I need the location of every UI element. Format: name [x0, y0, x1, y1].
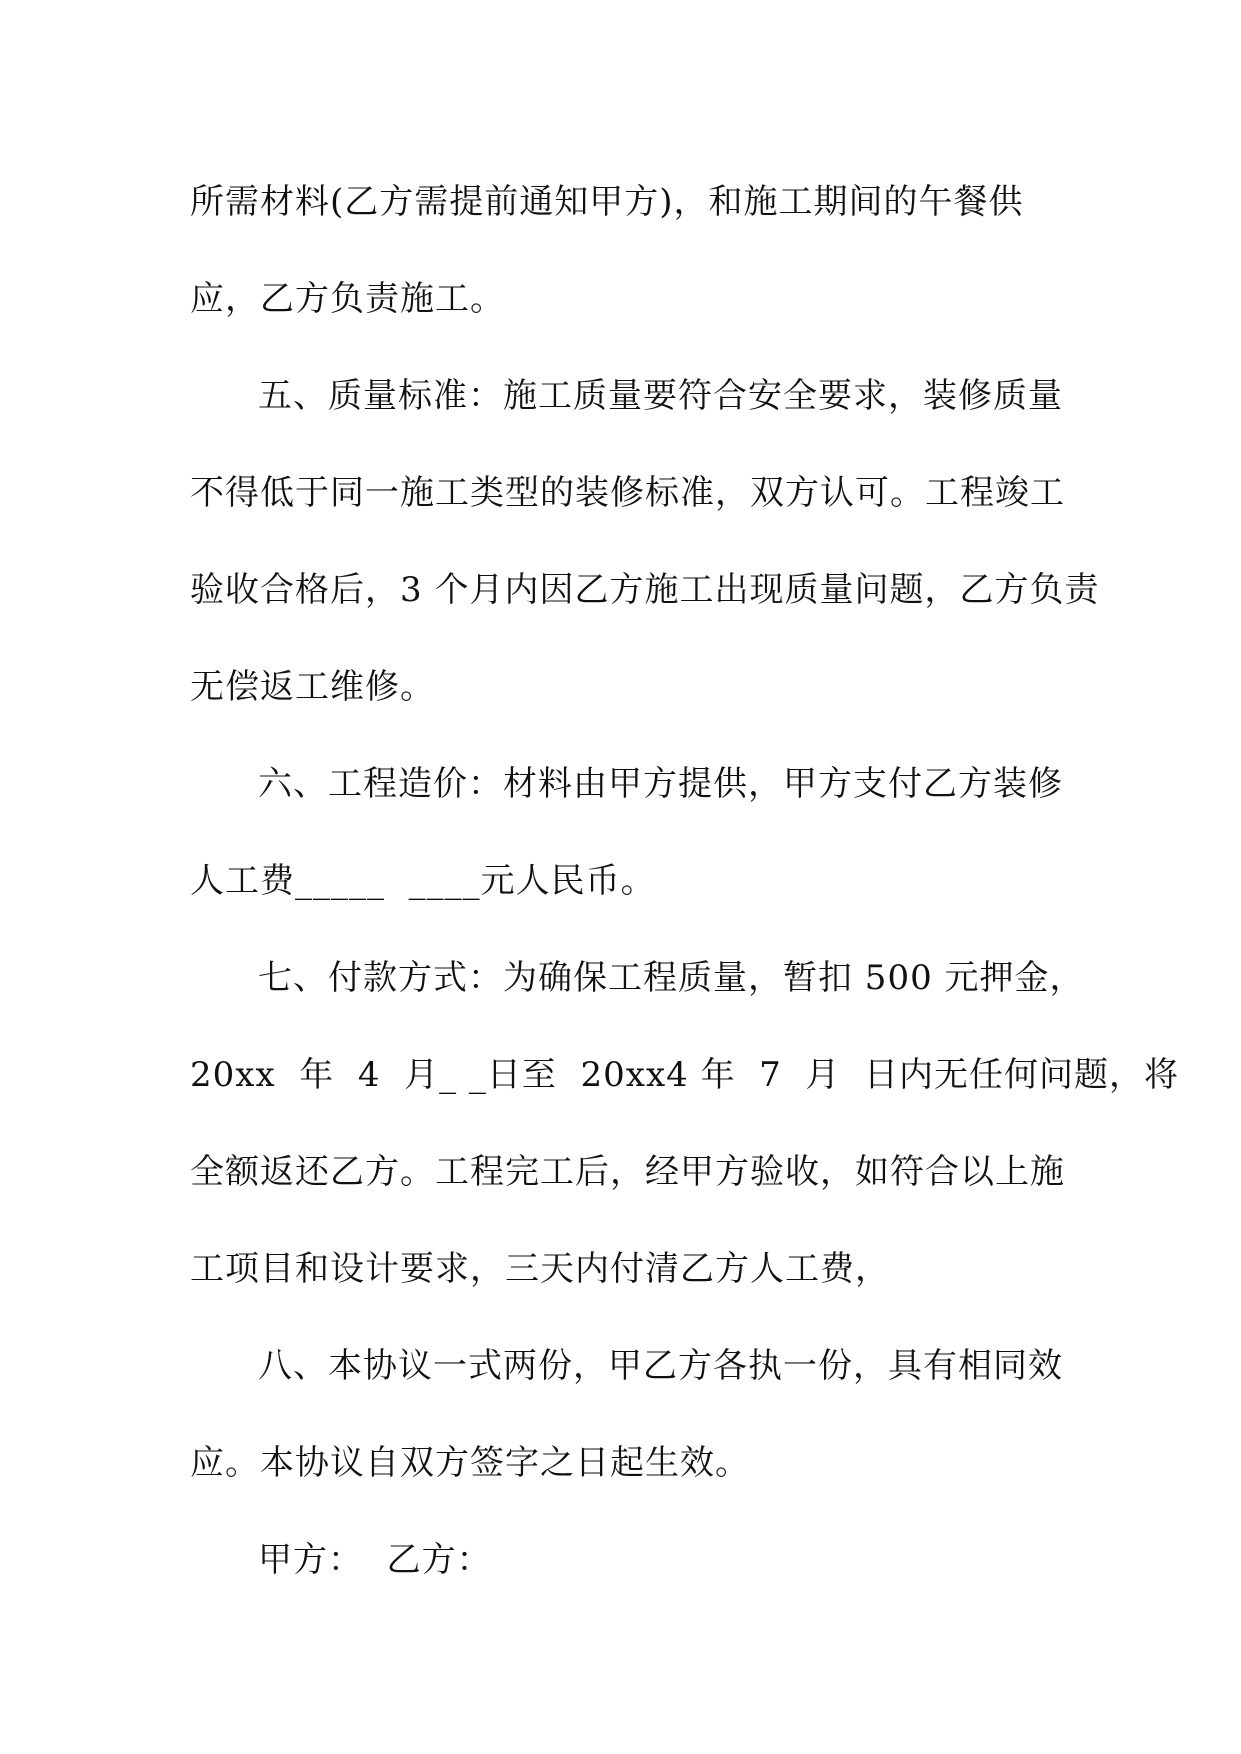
signature-line: 甲方： 乙方： — [258, 1540, 492, 1580]
text-line: 不得低于同一施工类型的装修标准，双方认可。工程竣工 — [190, 473, 1065, 513]
text-line: 应，乙方负责施工。 — [190, 279, 505, 319]
text-line: 无偿返工维修。 — [190, 667, 435, 707]
text-line: 全额返还乙方。工程完工后，经甲方验收，如符合以上施 — [190, 1152, 1065, 1192]
section-five-heading-line: 五、质量标准：施工质量要符合安全要求，装修质量 — [258, 376, 1063, 416]
text-line: 验收合格后，3 个月内因乙方施工出现质量问题，乙方负责 — [190, 570, 1100, 610]
section-seven-heading-line: 七、付款方式：为确保工程质量，暂扣 500 元押金， — [258, 958, 1085, 998]
text-line: 人工费_____ ____元人民币。 — [190, 861, 656, 901]
section-six-heading-line: 六、工程造价：材料由甲方提供，甲方支付乙方装修 — [258, 764, 1063, 804]
text-line: 应。本协议自双方签字之日起生效。 — [190, 1443, 750, 1483]
section-eight-heading-line: 八、本协议一式两份，甲乙方各执一份，具有相同效 — [258, 1346, 1063, 1386]
text-line: 工项目和设计要求，三天内付清乙方人工费， — [190, 1249, 890, 1289]
text-line: 20xx 年 4 月_ _日至 20xx4 年 7 月 日内无任何问题，将 — [190, 1055, 1180, 1095]
text-line: 所需材料(乙方需提前通知甲方)，和施工期间的午餐供 — [190, 182, 1024, 222]
